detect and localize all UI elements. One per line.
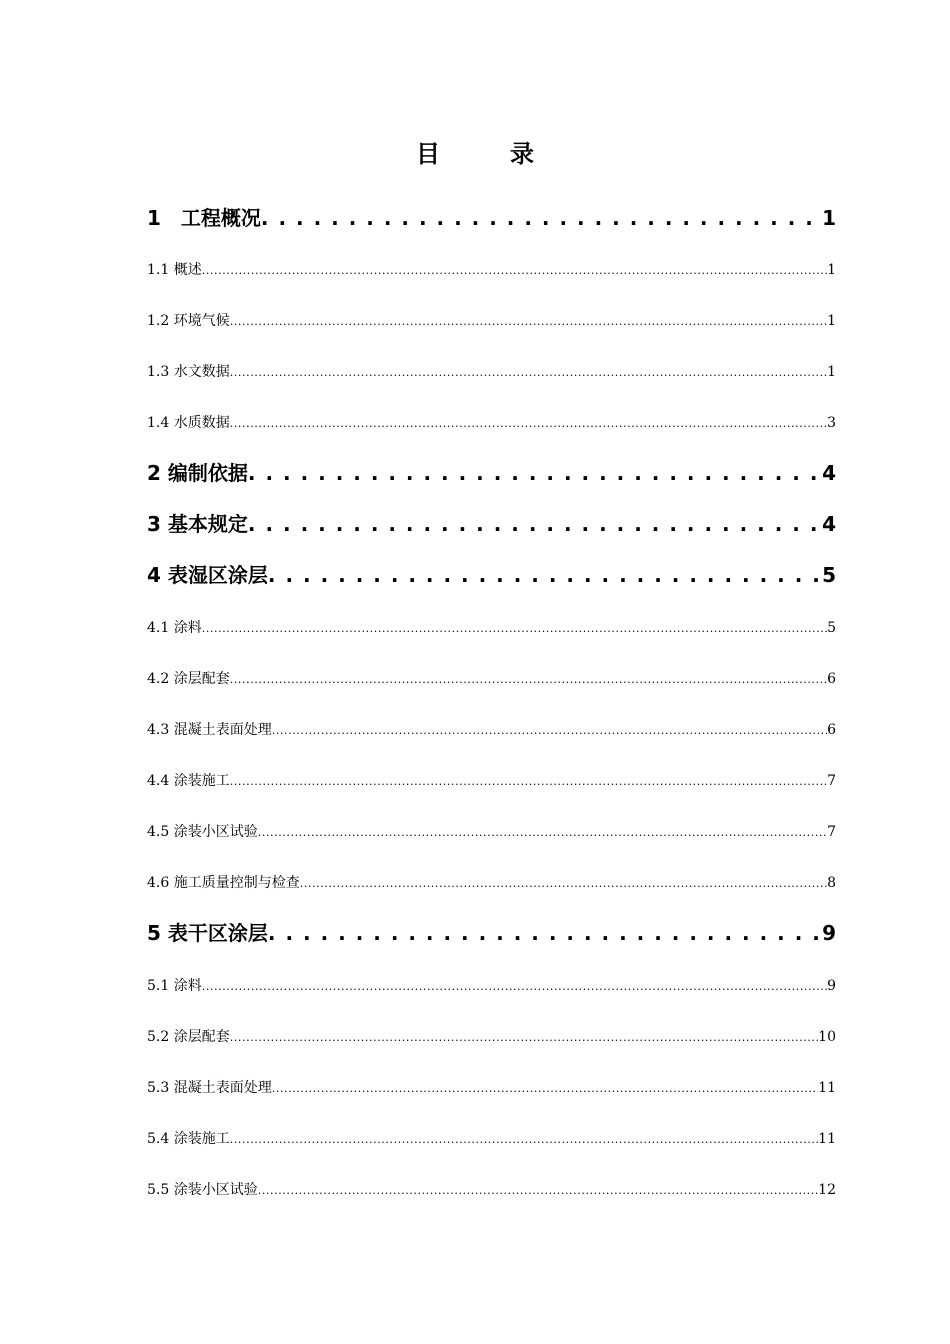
toc-leader-dots (230, 364, 827, 380)
toc-entry[interactable] (147, 1179, 836, 1201)
toc-entry[interactable] (147, 1077, 836, 1099)
toc-entry-page: 6 (827, 722, 836, 738)
toc-entry-page: 5 (822, 563, 836, 587)
title-char-right: 录 (510, 140, 534, 168)
toc-entry[interactable] (147, 310, 836, 332)
toc-leader-dots (272, 722, 827, 738)
toc-entry-label: 1.2 环境气候 (147, 310, 230, 330)
toc-entry-label: 2 编制依据 (147, 457, 248, 486)
toc-leader-dots (202, 978, 827, 994)
toc-leader-dots (248, 461, 822, 485)
toc-entry-label: 1.4 水质数据 (147, 412, 230, 432)
toc-entry-label: 5.5 涂装小区试验 (147, 1179, 258, 1199)
toc-entry-page: 1 (827, 364, 836, 380)
toc-leader-dots (258, 1182, 818, 1198)
toc-entry[interactable] (147, 1128, 836, 1150)
toc-entry-label: 1.1 概述 (147, 259, 202, 279)
toc-entry-label: 3 基本规定 (147, 508, 248, 537)
toc-entry-page: 11 (818, 1080, 836, 1096)
toc-entry-page: 10 (818, 1029, 836, 1045)
page-title (0, 136, 950, 172)
toc-entry-page: 7 (827, 824, 836, 840)
toc-leader-dots (230, 773, 827, 789)
toc-entry-page: 4 (822, 461, 836, 485)
toc-entry-label: 4.6 施工质量控制与检查 (147, 872, 300, 892)
toc-entry-page: 1 (827, 262, 836, 278)
toc-leader-dots (230, 1029, 818, 1045)
toc-entry-page: 1 (822, 206, 836, 230)
toc-leader-dots (258, 824, 827, 840)
toc-leader-dots (202, 620, 827, 636)
toc-entry-page: 8 (827, 875, 836, 891)
toc-entry[interactable] (147, 412, 836, 434)
toc-entry-label: 5.1 涂料 (147, 975, 202, 995)
toc-entry-label: 4.2 涂层配套 (147, 668, 230, 688)
toc-leader-dots (202, 262, 827, 278)
toc-entry-label: 5 表干区涂层 (147, 917, 268, 946)
toc-entry-label: 5.3 混凝土表面处理 (147, 1077, 272, 1097)
toc-entry-page: 11 (818, 1131, 836, 1147)
toc-leader-dots (230, 671, 827, 687)
toc-entry[interactable] (147, 361, 836, 383)
toc-entry[interactable] (147, 508, 836, 538)
toc-entry[interactable] (147, 668, 836, 690)
toc-entry[interactable] (147, 202, 836, 232)
toc-entry[interactable] (147, 559, 836, 589)
toc-leader-dots (230, 1131, 818, 1147)
toc-leader-dots (268, 563, 822, 587)
toc-entry[interactable] (147, 821, 836, 843)
toc-entry-label: 1 工程概况 (147, 202, 261, 231)
toc-entry-page: 1 (827, 313, 836, 329)
toc-leader-dots (261, 206, 822, 230)
toc-leader-dots (268, 921, 822, 945)
toc-entry[interactable] (147, 719, 836, 741)
toc-entry-label: 4 表湿区涂层 (147, 559, 268, 588)
toc-entry-page: 9 (827, 978, 836, 994)
toc-entry[interactable] (147, 975, 836, 997)
toc-leader-dots (272, 1080, 818, 1096)
toc-entry[interactable] (147, 770, 836, 792)
toc-entry-page: 9 (822, 921, 836, 945)
toc-entry[interactable] (147, 917, 836, 947)
toc-entry[interactable] (147, 457, 836, 487)
toc-entry[interactable] (147, 259, 836, 281)
title-char-left: 目 (416, 140, 440, 168)
toc-entry-page: 3 (827, 415, 836, 431)
toc-entry-page: 5 (827, 620, 836, 636)
toc-leader-dots (248, 512, 822, 536)
toc-entry[interactable] (147, 617, 836, 639)
toc-entry-label: 4.4 涂装施工 (147, 770, 230, 790)
toc-entry-label: 4.5 涂装小区试验 (147, 821, 258, 841)
toc-entry-label: 5.4 涂装施工 (147, 1128, 230, 1148)
toc-entry-label: 5.2 涂层配套 (147, 1026, 230, 1046)
toc-entry[interactable] (147, 872, 836, 894)
toc-entry[interactable] (147, 1026, 836, 1048)
toc-entry-page: 12 (818, 1182, 836, 1198)
toc-entry-page: 7 (827, 773, 836, 789)
toc-entry-label: 1.3 水文数据 (147, 361, 230, 381)
toc-leader-dots (230, 415, 827, 431)
toc-leader-dots (300, 875, 827, 891)
toc-entry-page: 6 (827, 671, 836, 687)
toc-entry-label: 4.1 涂料 (147, 617, 202, 637)
toc-entry-label: 4.3 混凝土表面处理 (147, 719, 272, 739)
toc-entry-page: 4 (822, 512, 836, 536)
toc-leader-dots (230, 313, 827, 329)
